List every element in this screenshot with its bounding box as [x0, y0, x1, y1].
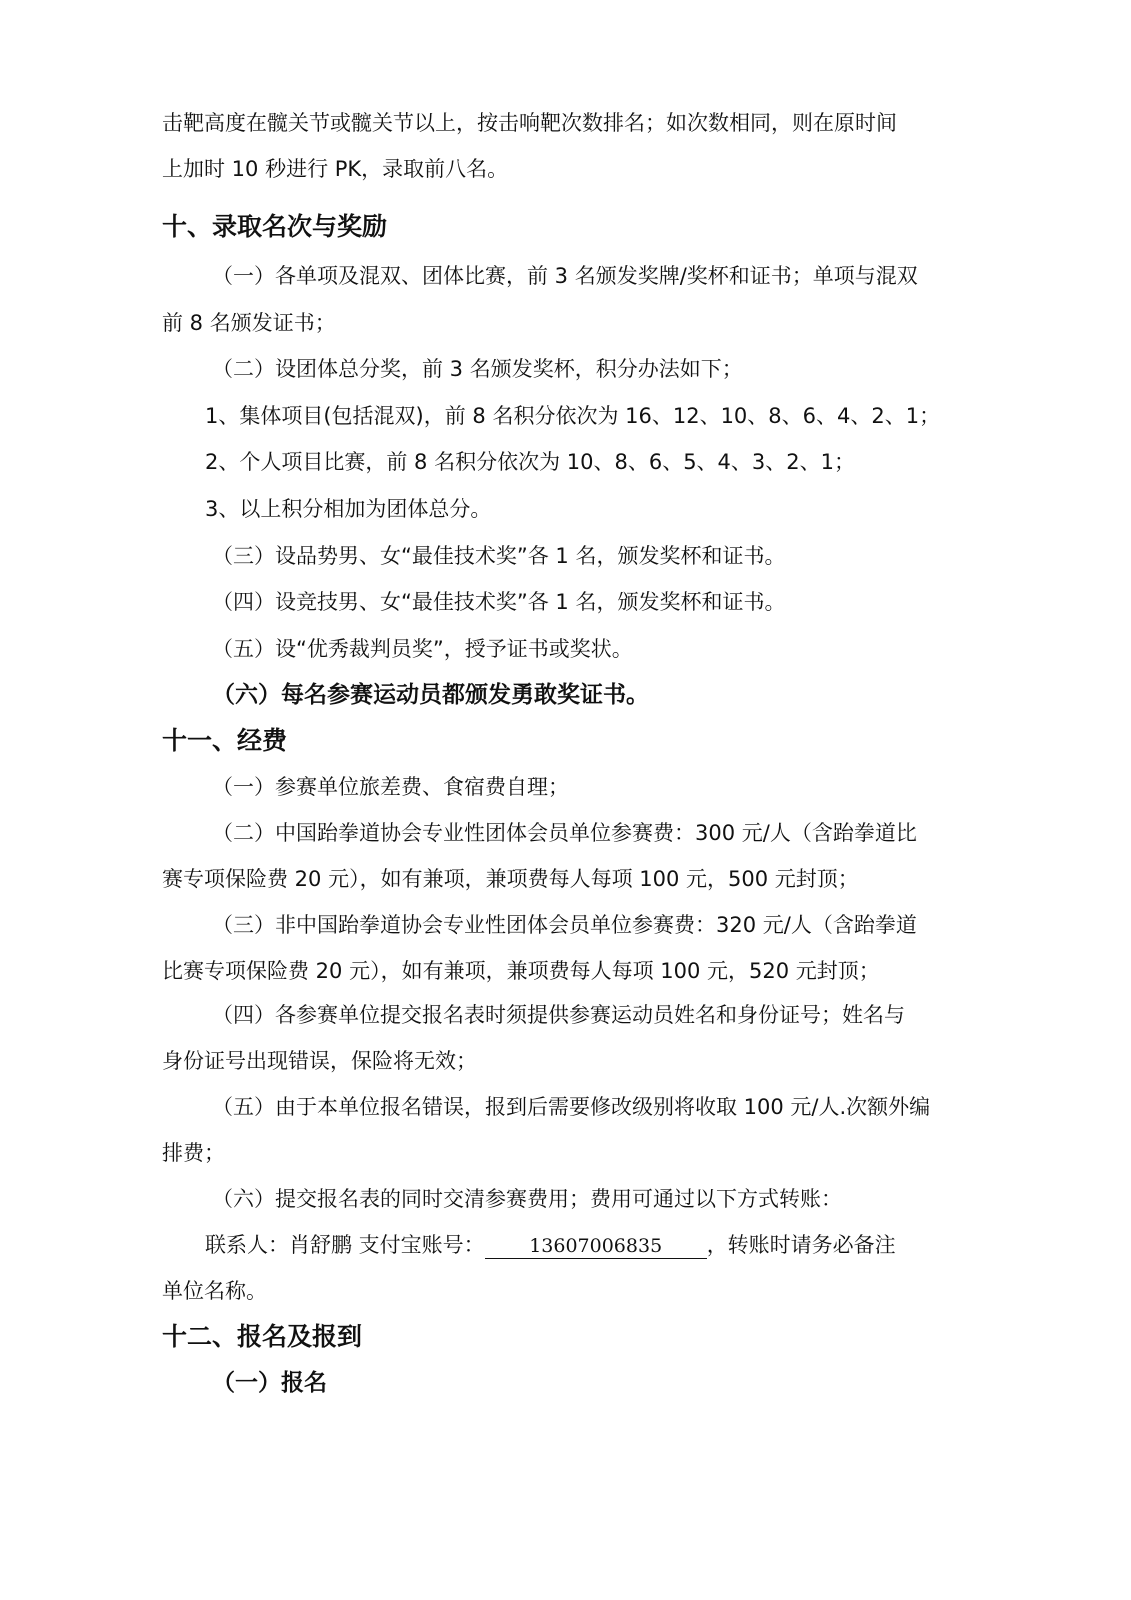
paragraph-line-bold: （六）每名参赛运动员都颁发勇敢奖证书。 [212, 682, 649, 708]
paragraph-line: 比赛专项保险费 20 元），如有兼项，兼项费每人每项 100 元，520 元封顶； [162, 959, 880, 983]
section-heading-11: 十一、经费 [162, 726, 288, 755]
paragraph-line: 赛专项保险费 20 元），如有兼项，兼项费每人每项 100 元，500 元封顶； [162, 867, 859, 891]
subsection-heading: （一）报名 [212, 1370, 327, 1396]
section-heading-12: 十二、报名及报到 [162, 1322, 363, 1351]
paragraph-line: （三）设品势男、女“最佳技术奖”各 1 名，颁发奖杯和证书。 [212, 544, 786, 568]
contact-label: 联系人：肖舒鹏 支付宝账号： [205, 1233, 485, 1257]
contact-line [205, 1230, 896, 1260]
paragraph-line: （三）非中国跆拳道协会专业性团体会员单位参赛费：320 元/人（含跆拳道 [212, 913, 917, 937]
list-item: 1、集体项目(包括混双)，前 8 名积分依次为 16、12、10、8、6、4、2、1； [205, 404, 941, 428]
alipay-account-field: 13607006835 [485, 1234, 707, 1259]
paragraph-line: 击靶高度在髋关节或髋关节以上，按击响靶次数排名；如次数相同，则在原时间 [162, 111, 897, 135]
paragraph-line: 上加时 10 秒进行 PK，录取前八名。 [162, 157, 509, 181]
paragraph-line: （六）提交报名表的同时交清参赛费用；费用可通过以下方式转账： [212, 1187, 842, 1211]
list-item: 3、以上积分相加为团体总分。 [205, 497, 492, 521]
paragraph-line: 前 8 名颁发证书； [162, 311, 336, 335]
paragraph-line: （二）中国跆拳道协会专业性团体会员单位参赛费：300 元/人（含跆拳道比 [212, 821, 917, 845]
list-item: 2、个人项目比赛，前 8 名积分依次为 10、8、6、5、4、3、2、1； [205, 450, 855, 474]
contact-note: ，转账时请务必备注 [706, 1233, 896, 1257]
paragraph-line: （一）参赛单位旅差费、食宿费自理； [212, 775, 569, 799]
paragraph-line: 排费； [162, 1141, 225, 1165]
paragraph-line: 单位名称。 [162, 1279, 267, 1303]
section-heading-10: 十、录取名次与奖励 [162, 212, 388, 241]
paragraph-line: （五）设“优秀裁判员奖”，授予证书或奖状。 [212, 637, 633, 661]
paragraph-line: 身份证号出现错误，保险将无效； [162, 1049, 477, 1073]
paragraph-line: （一）各单项及混双、团体比赛，前 3 名颁发奖牌/奖杯和证书；单项与混双 [212, 264, 918, 288]
paragraph-line: （四）设竞技男、女“最佳技术奖”各 1 名，颁发奖杯和证书。 [212, 590, 786, 614]
paragraph-line: （五）由于本单位报名错误，报到后需要修改级别将收取 100 元/人.次额外编 [212, 1095, 931, 1119]
paragraph-line: （二）设团体总分奖，前 3 名颁发奖杯，积分办法如下； [212, 357, 743, 381]
paragraph-line: （四）各参赛单位提交报名表时须提供参赛运动员姓名和身份证号；姓名与 [212, 1003, 905, 1027]
